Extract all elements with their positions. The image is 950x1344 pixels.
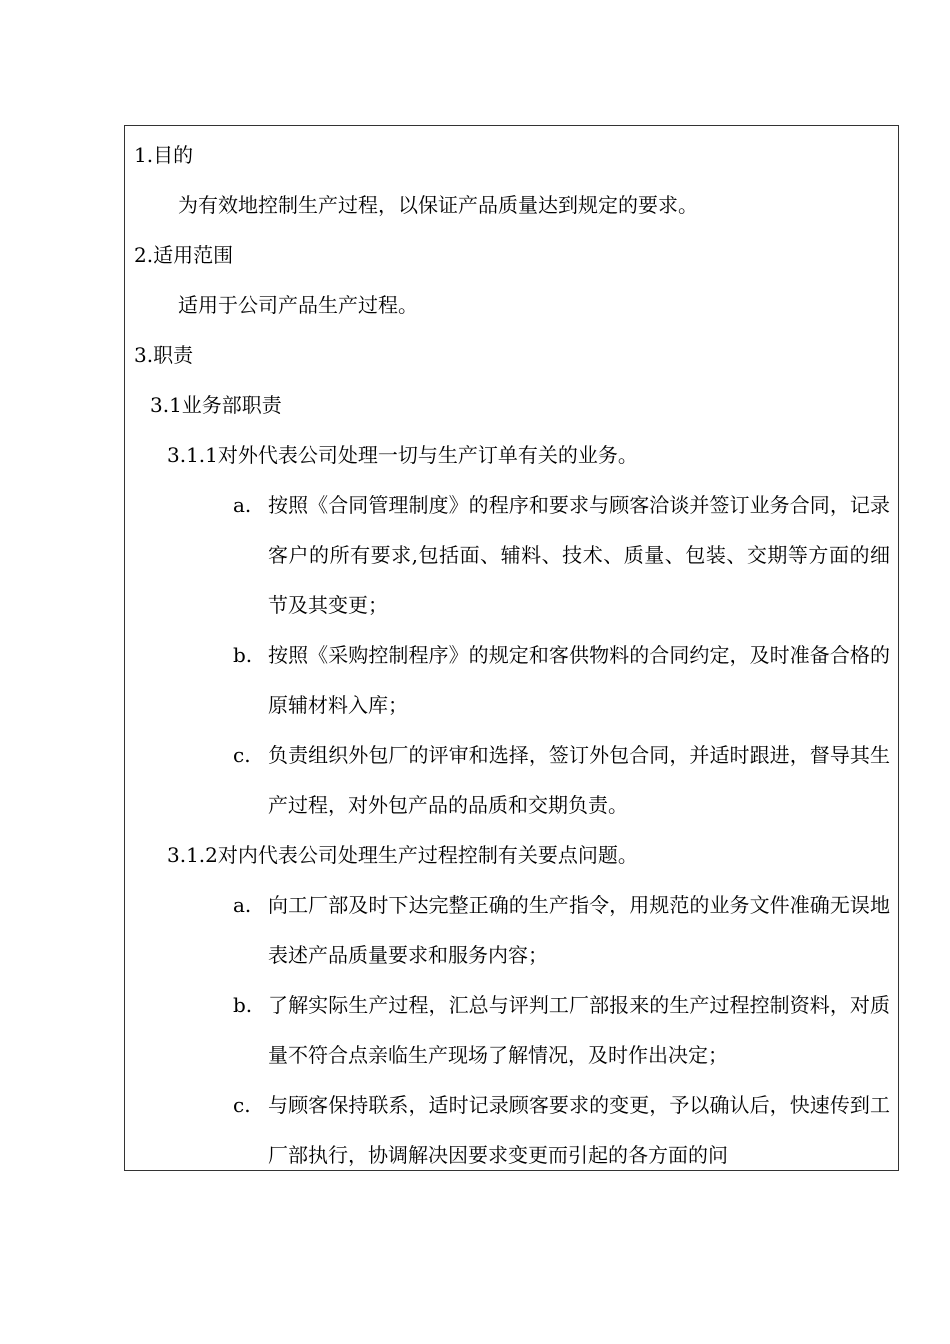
list-item-marker: b.	[233, 993, 253, 1017]
section-2-body: 适用于公司产品生产过程。	[178, 293, 418, 317]
list-item-text: 负责组织外包厂的评审和选择，签订外包合同，并适时跟进，督导其生产过程，对外包产品的品质和交期负责。	[268, 743, 890, 817]
list-item-marker: a.	[233, 893, 252, 917]
list-item-marker: b.	[233, 643, 253, 667]
section-3-1-2-heading: 3.1.2对内代表公司处理生产过程控制有关要点问题。	[167, 843, 638, 867]
list-item-marker: c.	[233, 1093, 251, 1117]
list-item-text: 按照《采购控制程序》的规定和客供物料的合同约定，及时准备合格的原辅材料入库；	[268, 643, 890, 717]
section-2-heading: 2.适用范围	[134, 243, 234, 267]
section-3-1-1-heading: 3.1.1对外代表公司处理一切与生产订单有关的业务。	[167, 443, 638, 467]
list-item-text: 向工厂部及时下达完整正确的生产指令，用规范的业务文件准确无误地表述产品质量要求和服务内容；	[268, 893, 890, 967]
section-3-heading: 3.职责	[134, 343, 194, 367]
section-3-1-heading: 3.1业务部职责	[150, 393, 282, 417]
list-item-text: 了解实际生产过程，汇总与评判工厂部报来的生产过程控制资料，对质量不符合点亲临生产现场了解情况，及时作出决定；	[268, 993, 890, 1067]
list-item-text: 按照《合同管理制度》的程序和要求与顾客洽谈并签订业务合同，记录客户的所有要求,包括面、辅料、技术、质量、包装、交期等方面的细节及其变更；	[268, 493, 890, 617]
list-item-marker: a.	[233, 493, 252, 517]
document-frame	[124, 125, 899, 1171]
section-1-heading: 1.目的	[134, 143, 194, 167]
list-item-marker: c.	[233, 743, 251, 767]
section-1-body: 为有效地控制生产过程，以保证产品质量达到规定的要求。	[178, 193, 698, 217]
list-item-text: 与顾客保持联系，适时记录顾客要求的变更，予以确认后，快速传到工厂部执行，协调解决因要求变更而引起的各方面的问	[268, 1093, 890, 1167]
